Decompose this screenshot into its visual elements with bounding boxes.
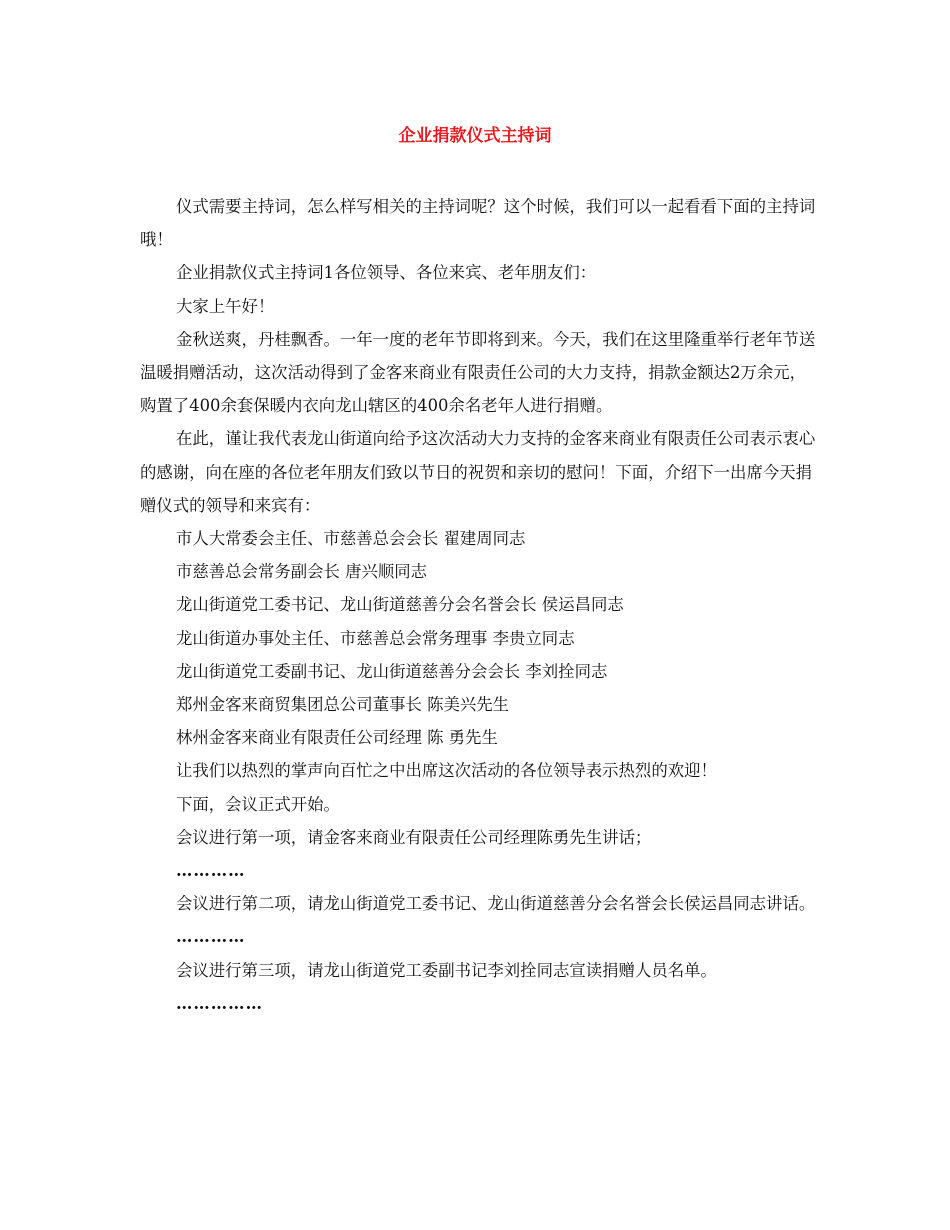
ellipsis-2: ………… (176, 927, 246, 947)
ellipsis-1: ………… (176, 861, 246, 881)
paragraph-meeting-start: 下面，会议正式开始。 (176, 794, 340, 814)
paragraph-welcome: 让我们以热烈的掌声向百忙之中出席这次活动的各位领导表示热烈的欢迎！ (176, 761, 717, 781)
paragraph-thanks: 在此，谨让我代表龙山街道向给予这次活动大力支持的金客来商业有限责任公司表示衷心的感谢，向在座的各位老年朋友们致以节日的祝贺和亲切的慰问！下面，介绍下一出席今天捐赠仪式的领导和来宾有： (140, 429, 816, 515)
guest-list-item: 市慈善总会常务副会长 唐兴顺同志 (176, 562, 428, 582)
paragraph-event-description: 金秋送爽，丹桂飘香。一年一度的老年节即将到来。今天，我们在这里隆重举行老年节送温暖捐赠活动，这次活动得到了金客来商业有限责任公司的大力支持，捐款金额达2万余元，购置了400余套保暖内衣向龙山辖区的400余名老年人进行捐赠。 (140, 329, 816, 416)
paragraph-salutation: 企业捐款仪式主持词1各位领导、各位来宾、老年朋友们： (176, 263, 597, 283)
agenda-item-2: 会议进行第二项，请龙山街道党工委书记、龙山街道慈善分会名誉会长侯运昌同志讲话。 (176, 894, 816, 914)
guest-list-item: 龙山街道党工委副书记、龙山街道慈善分会会长 李刘拴同志 (176, 661, 608, 681)
guest-list-item: 郑州金客来商贸集团总公司董事长 陈美兴先生 (176, 695, 510, 715)
guest-list-item: 龙山街道办事处主任、市慈善总会常务理事 李贵立同志 (176, 628, 575, 648)
agenda-item-1: 会议进行第一项，请金客来商业有限责任公司经理陈勇先生讲话； (176, 827, 652, 847)
paragraph-greeting: 大家上午好！ (176, 296, 275, 316)
paragraph-intro: 仪式需要主持词，怎么样写相关的主持词呢？这个时候，我们可以一起看看下面的主持词哦！ (140, 197, 816, 250)
ellipsis-3: …………… (176, 993, 263, 1013)
guest-list-item: 林州金客来商业有限责任公司经理 陈 勇先生 (176, 728, 498, 748)
document-body (140, 190, 816, 1020)
guest-list-item: 龙山街道党工委书记、龙山街道慈善分会名誉会长 侯运昌同志 (176, 595, 624, 615)
document-title: 企业捐款仪式主持词 (398, 126, 552, 146)
guest-list-item: 市人大常委会主任、市慈善总会会长 翟建周同志 (176, 529, 526, 549)
agenda-item-3: 会议进行第三项，请龙山街道党工委副书记李刘拴同志宣读捐赠人员名单。 (176, 960, 717, 980)
